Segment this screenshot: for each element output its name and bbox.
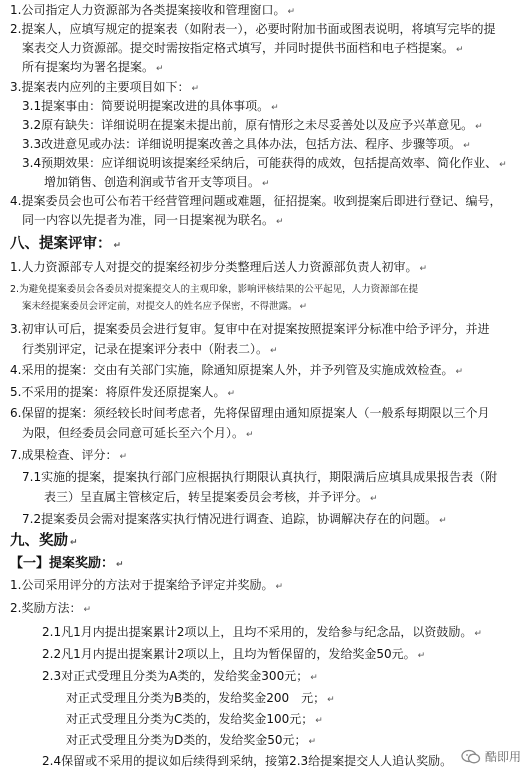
doc-line: 表三）呈直属主管核定后，转呈提案委员会考核，并予评分。 ↵ [44, 490, 378, 504]
doc-line: 2.1凡1月内提出提案累计2项以上，且均不采用的，发给参与纪念品，以资鼓励。 ↵ [42, 625, 482, 639]
doc-line: 对正式受理且分类为C类的，发给奖金100元； ↵ [66, 712, 323, 726]
doc-line: 3.提案表内应列的主要项目如下： ↵ [10, 80, 199, 94]
doc-line: 所有提案均为署名提案。 ↵ [22, 60, 164, 74]
doc-line: 3.3改进意见或办法：详细说明提案改善之具体办法，包括方法、程序、步骤等项。 ↵ [22, 137, 471, 151]
doc-line: 4.采用的提案：交由有关部门实施，除通知原提案人外，并予列管及实施成效检查。 ↵ [10, 363, 463, 377]
doc-line: 对正式受理且分类为B类的，发给奖金200 元； ↵ [66, 691, 335, 705]
subsection-heading: 【一】提案奖励： ↵ [10, 556, 124, 571]
doc-line: 增加销售、创造利润或节省开支等项目。 ↵ [44, 175, 270, 189]
section-heading: 九、奖励 ↵ [10, 533, 78, 549]
section-heading: 八、提案评审： ↵ [10, 236, 122, 252]
doc-line: 案未经提案委员会评定前，对提交人的姓名应予保密，不得泄露。 ↵ [22, 301, 308, 312]
doc-line: 2.提案人，应填写规定的提案表（如附表一），必要时附加书面或图表说明，将填写完毕的提 [10, 22, 496, 36]
doc-line: 3.1提案事由：简要说明提案改进的具体事项。 ↵ [22, 99, 279, 113]
doc-line: 7.1实施的提案，提案执行部门应根据执行期限认真执行，期限满后应填具成果报告表（附 [22, 470, 498, 484]
doc-line: 1.公司指定人力资源部为各类提案接收和管理窗口。 ↵ [10, 3, 295, 17]
doc-line: 6.保留的提案：须经较长时间考虑者，先将保留理由通知原提案人（一般系每期限以三个月 [10, 406, 490, 420]
watermark [461, 748, 521, 765]
doc-line: 同一内容以先提者为准，同一日提案视为联名。 ↵ [22, 213, 284, 227]
doc-line: 3.初审认可后，提案委员会进行复审。复审中在对提案按照提案评分标准中给予评分，并进 [10, 322, 490, 336]
doc-line: 案表交人力资源部。提交时需按指定格式填写，并同时提供书面档和电子档提案。 ↵ [22, 41, 464, 55]
doc-line: 3.2原有缺失：详细说明在提案未提出前，原有情形之未尽妥善处以及应予兴革意见。 ↵ [22, 118, 483, 132]
chat-bubble-icon [461, 749, 481, 765]
doc-line: 2.奖励方法： ↵ [10, 601, 91, 615]
doc-line: 2.为避免提案委员会各委员对提案提交人的主观印象，影响评核结果的公平起见，人力资源部在提 [10, 284, 419, 295]
watermark-text: 酷即用 [484, 750, 521, 764]
doc-line: 1.公司采用评分的方法对于提案给予评定并奖励。 ↵ [10, 578, 283, 592]
doc-line: 3.4预期效果：应详细说明该提案经采纳后，可能获得的成效，包括提高效率、简化作业、 ↵ [22, 156, 507, 170]
doc-line: 5.不采用的提案：将原件发还原提案人。 ↵ [10, 385, 235, 399]
doc-line: 行类别评定，记录在提案评分表中（附表二）。 ↵ [22, 342, 278, 356]
doc-line: 2.3对正式受理且分类为A类的，发给奖金300元； ↵ [42, 669, 318, 683]
doc-line: 为限，但经委员会同意可延长至六个月）。 ↵ [22, 426, 254, 440]
doc-line: 2.4保留或不采用的提议如后续得到采纳，接第2.3给提案提交人人追认奖励。 [42, 754, 453, 768]
doc-line: 7.成果检查、评分： ↵ [10, 448, 127, 462]
doc-line: 对正式受理且分类为D类的，发给奖金50元； ↵ [66, 733, 317, 747]
doc-line: 2.2凡1月内提出提案累计2项以上，且均为暂保留的，发给奖金50元。 ↵ [42, 647, 426, 661]
doc-line: 4.提案委员会也可公布若干经营管理问题或难题，征招提案。收到提案后即进行登记、编号， [10, 194, 502, 208]
doc-line: 1.人力资源部专人对提交的提案经初步分类整理后送人力资源部负责人初审。 ↵ [10, 260, 427, 274]
doc-line: 7.2提案委员会需对提案落实执行情况进行调查、追踪，协调解决存在的问题。 ↵ [22, 512, 447, 526]
